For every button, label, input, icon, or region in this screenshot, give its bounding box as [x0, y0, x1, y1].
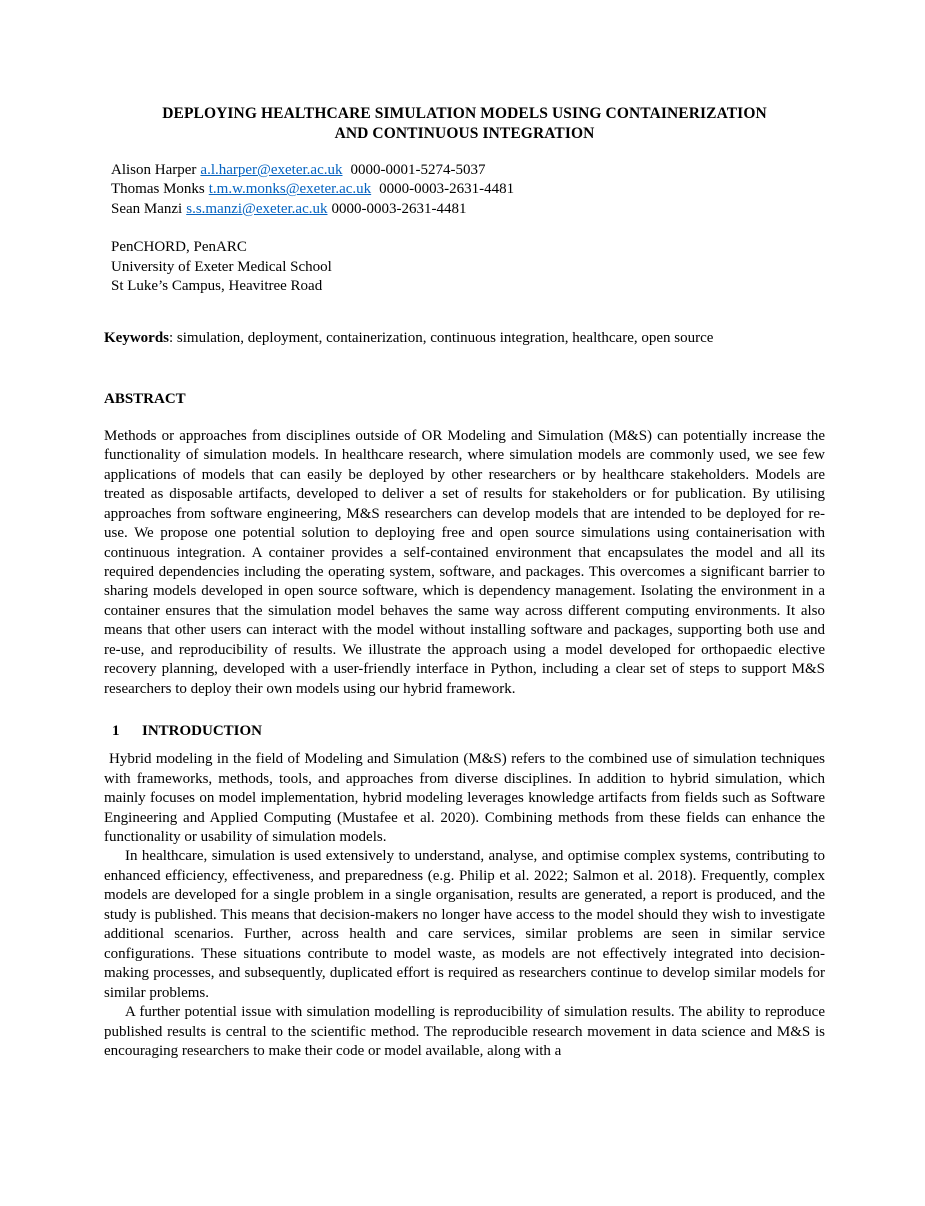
- author-name: Thomas Monks: [111, 181, 205, 198]
- author-name: Sean Manzi: [111, 200, 183, 217]
- section-title: INTRODUCTION: [142, 723, 263, 740]
- author-line: [111, 161, 825, 180]
- abstract-text: Methods or approaches from disciplines outside of OR Modeling and Simulation (M&S) can potentially increase the functionality of simulation models. In healthcare research, where simulation models are commonly used, we see few applications of models that can easily be deployed by other researchers or by healthcare stakeholders. Models are treated as disposable artifacts, developed to deliver a set of results for stakeholders or for publication. By utilising approaches from software engineering, M&S researchers can develop models that are intended to be deployed for re-use. We propose one potential solution to deploying free and open source simulations using containerisation with continuous integration. A container provides a self-contained environment that encapsulates the model and all its required dependencies including the operating system, software, and packages. This overcomes a significant barrier to sharing models developed in open source software, which is dependency management. Isolating the environment in a container ensures that the simulation model behaves the same way across different computing environments. It also means that other users can interact with the model without installing software and packages, supporting both use and re-use, and reproducibility of results. We illustrate the approach using a model developed for orthopaedic elective recovery planning, developed with a user-friendly interface in Python, including a clear set of steps to support M&S researchers to deploy their own models using our hybrid framework.: [104, 427, 825, 697]
- author-list: [104, 161, 825, 219]
- page-content: [0, 104, 925, 1061]
- affiliation-line: PenCHORD, PenARC: [111, 239, 247, 256]
- author-orcid: 0000-0003-2631-4481: [379, 181, 515, 198]
- introduction-paragraph: In healthcare, simulation is used extensively to understand, analyse, and optimise complex systems, contributing to enhanced efficiency, effectiveness, and preparedness (e.g. Philip et al. 2022; Salmon et al. 2018). Frequently, complex models are developed for a single problem in a single organisation, results are generated, a report is produced, and the study is published. This means that decision-makers no longer have access to the model should they wish to investigate additional scenarios. Further, across health and care services, similar problems are seen in similar service configurations. These situations contribute to model waste, as models are not effectively integrated into decision-making processes, and subsequently, duplicated effort is required as researchers continue to develop similar models for similar problems.: [104, 848, 825, 1001]
- author-orcid: 0000-0001-5274-5037: [350, 162, 486, 178]
- author-orcid: 0000-0003-2631-4481: [331, 200, 467, 217]
- author-line: [111, 200, 825, 219]
- author-email-link[interactable]: t.m.w.monks@exeter.ac.uk: [208, 181, 372, 198]
- affiliation-line: University of Exeter Medical School: [111, 258, 332, 275]
- keywords-line: [104, 329, 825, 348]
- introduction-heading: [104, 722, 825, 741]
- paper-title: [104, 104, 825, 144]
- introduction-paragraph: A further potential issue with simulation modelling is reproducibility of simulation results. The ability to reproduce published results is central to the scientific method. The reproducible research movement in data science and M&S is encouraging researchers to make their code or model available, along with a: [104, 1004, 825, 1059]
- paper-title-line-2: AND CONTINUOUS INTEGRATION: [334, 125, 595, 142]
- keywords-label: Keywords: [104, 330, 169, 347]
- affiliation-block: [104, 238, 825, 296]
- author-line: [111, 180, 825, 199]
- introduction-paragraph: Hybrid modeling in the field of Modeling and Simulation (M&S) refers to the combined use of simulation techniques with frameworks, methods, tools, and approaches from diverse disciplines. In addition to hybrid simulation, which mainly focuses on model implementation, hybrid modeling leverages knowledge artifacts from fields such as Software Engineering and Applied Computing (Mustafee et al. 2020). Combining methods from these fields can enhance the functionality or usability of simulation models.: [104, 751, 825, 845]
- abstract-heading: ABSTRACT: [104, 390, 186, 407]
- author-email-link[interactable]: a.l.harper@exeter.ac.uk: [200, 162, 343, 178]
- author-name: Alison Harper: [111, 162, 197, 178]
- author-email-link[interactable]: s.s.manzi@exeter.ac.uk: [186, 200, 328, 217]
- section-number: 1: [112, 723, 120, 740]
- paper-title-line-1: DEPLOYING HEALTHCARE SIMULATION MODELS USING CONTAINERIZATION: [162, 105, 767, 122]
- affiliation-line: St Luke’s Campus, Heavitree Road: [111, 278, 323, 295]
- keywords-text: : simulation, deployment, containerization, continuous integration, healthcare, open source: [169, 330, 714, 347]
